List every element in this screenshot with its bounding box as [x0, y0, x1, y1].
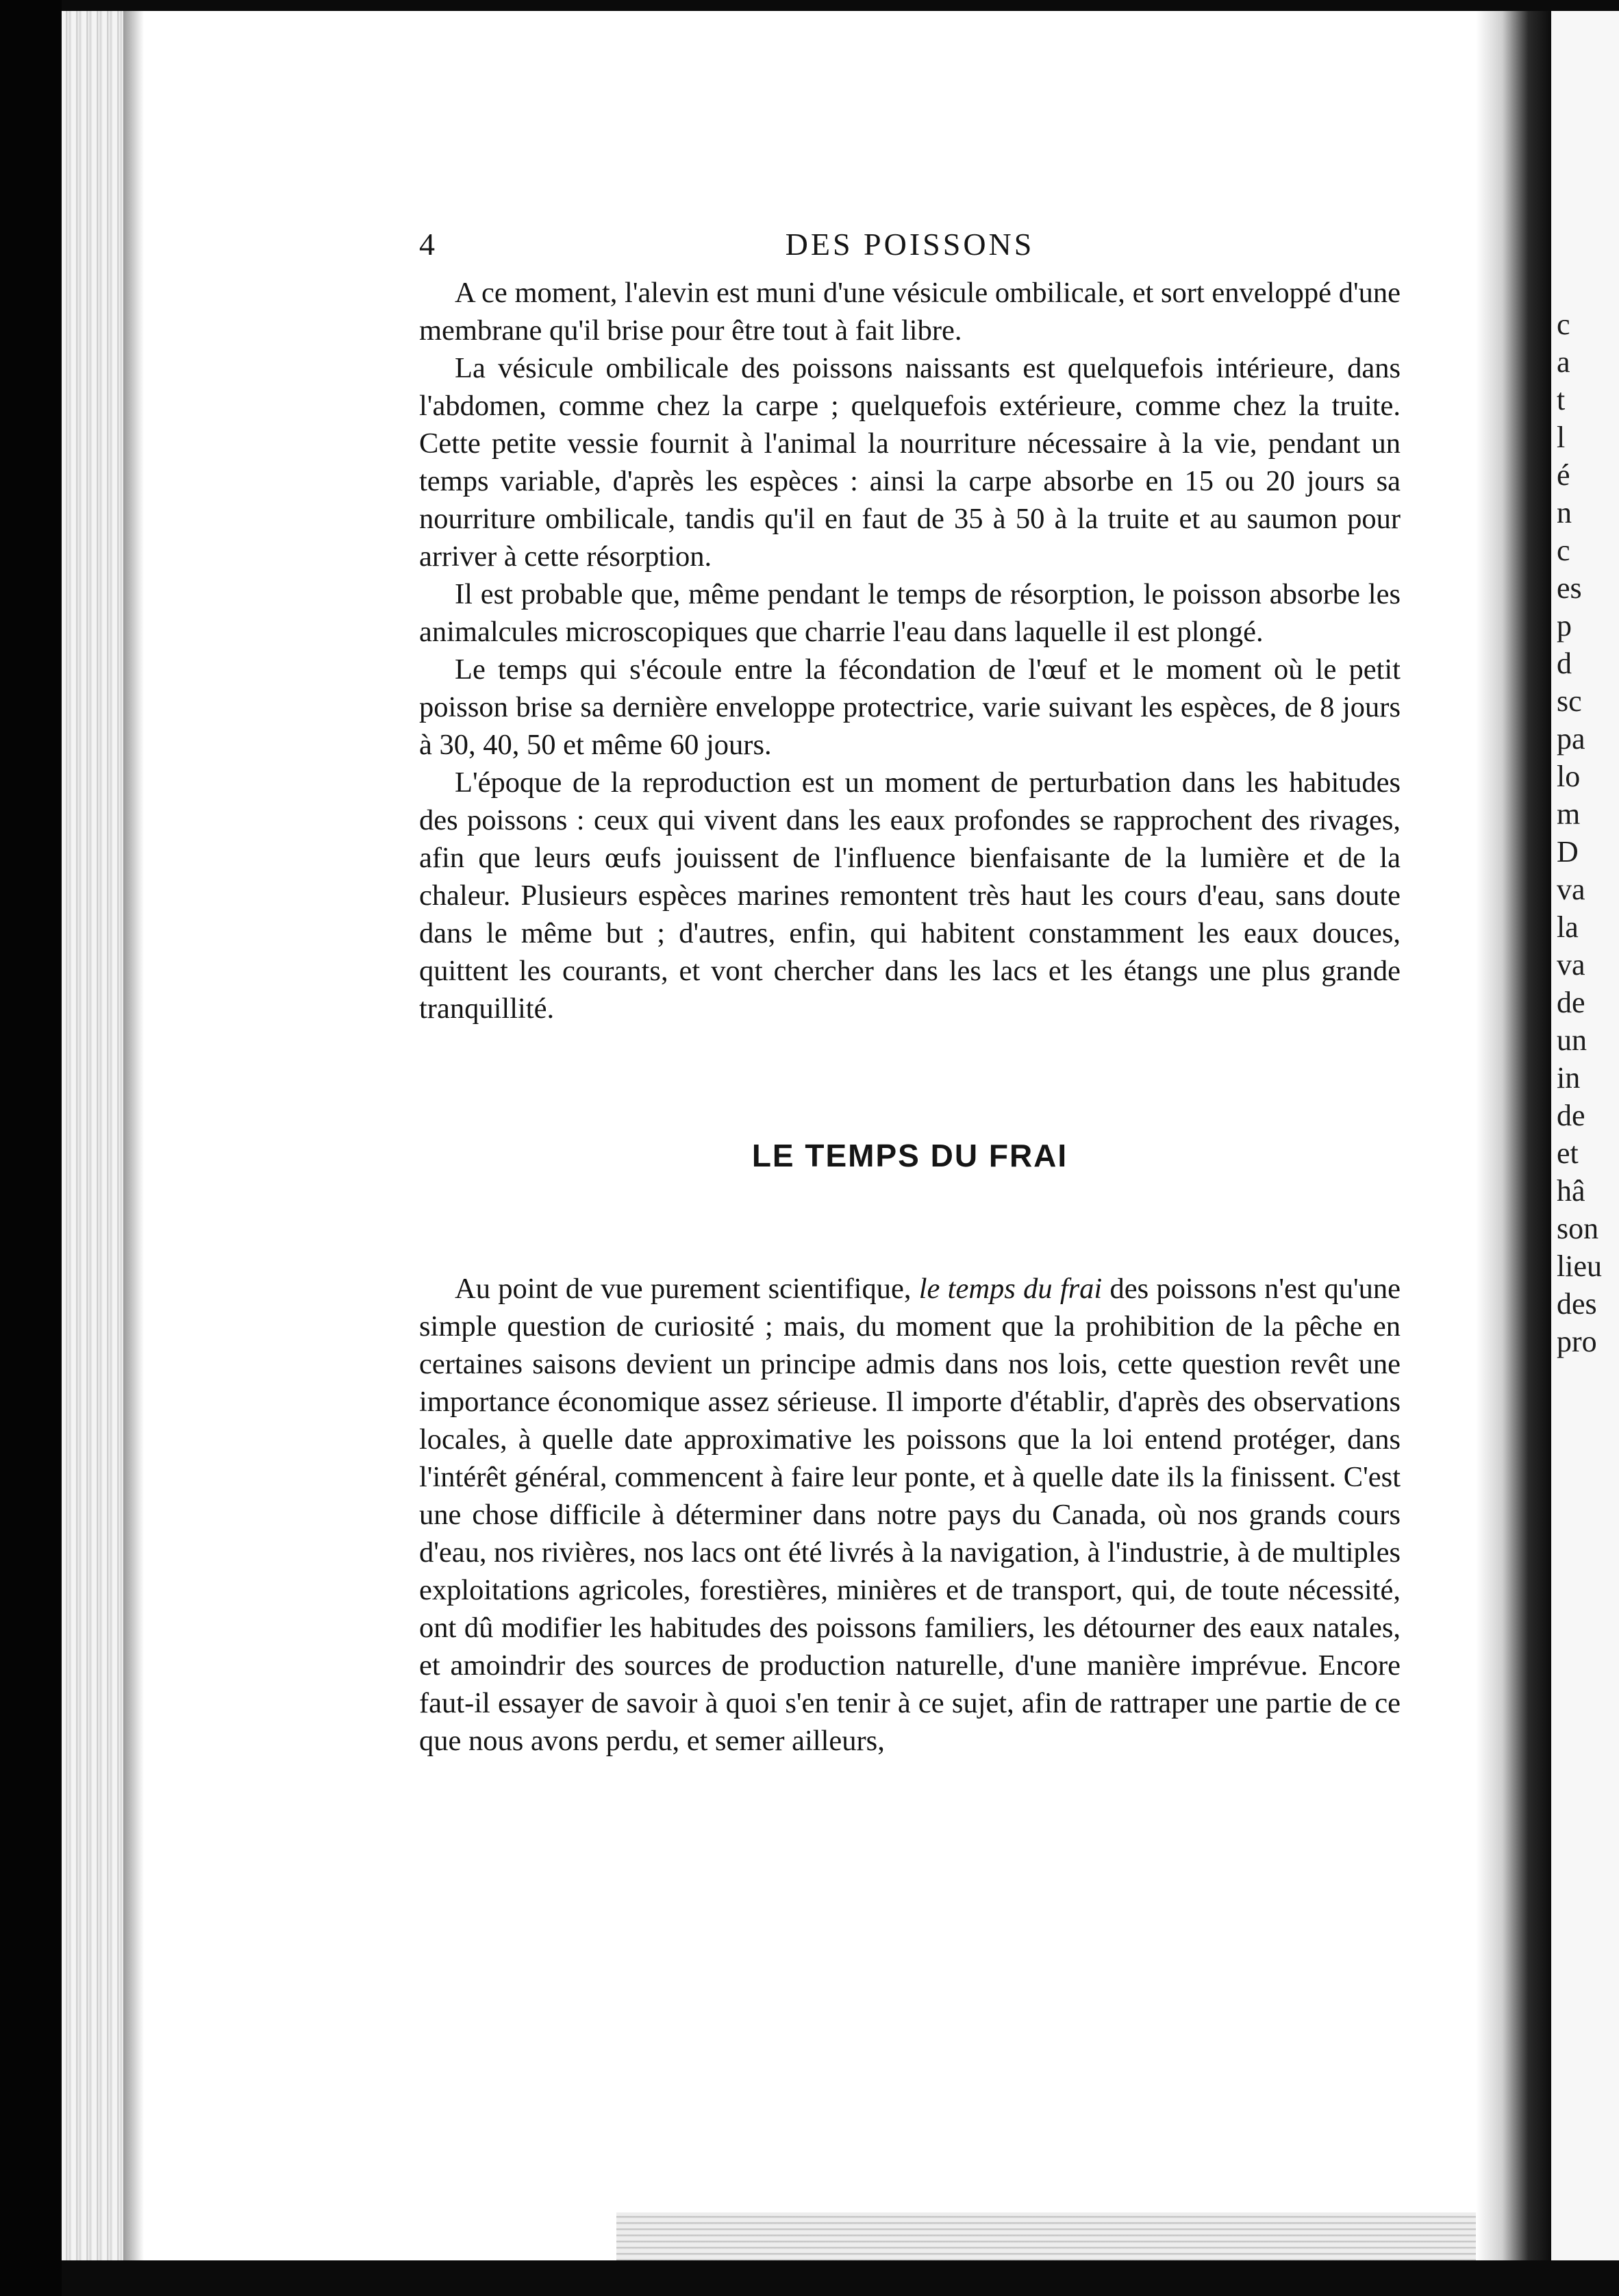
facing-page-fragment: pro: [1557, 1325, 1597, 1358]
facing-page-fragment: a: [1557, 345, 1570, 379]
running-title: DES POISSONS: [785, 227, 1035, 262]
facing-page-fragment: in: [1557, 1061, 1581, 1095]
paragraph-text: des poissons n'est qu'une simple question de curiosité ; mais, du moment que la prohibition de la pêche en certaines saisons devient un principe admis dans nos lois, cette question revêt une importance économique assez sérieuse. Il importe d'établir, d'après des observations locales, à quelle date approximative les poissons que la loi entend protéger, dans l'intérêt général, commencent à faire leur ponte, et à quelle date ils la finissent. C'est une chose difficile à déterminer dans notre pays du Canada, où nos grands cours d'eau, nos rivières, nos lacs ont été livrés à la navigation, à l'industrie, à de multiples exploitations agricoles, forestières, minières et de transport, qui, de toute nécessité, ont dû modifier les habitudes des poissons familiers, les détourner des eaux natales, et amoindrir des sources de production naturelle, d'une manière imprévue. Encore faut-il essayer de savoir à quoi s'en tenir à ce sujet, afin de rattraper une partie de ce que nous avons perdu, et semer ailleurs,: [419, 1273, 1401, 1757]
facing-page-fragment: n: [1557, 496, 1572, 529]
facing-page-fragment: et: [1557, 1136, 1579, 1170]
facing-page-fragment: va: [1557, 948, 1585, 982]
facing-page-fragment: t: [1557, 383, 1566, 416]
facing-page-fragment: de: [1557, 986, 1585, 1019]
paragraph-text: Au point de vue purement scientifique,: [455, 1273, 919, 1305]
scan-border-bottom: [62, 2260, 1619, 2296]
facing-page-fragment: de: [1557, 1099, 1585, 1132]
book-page: [419, 226, 1401, 1760]
facing-page-fragment: p: [1557, 609, 1572, 642]
facing-page: [1551, 11, 1619, 2260]
facing-page-fragment: l: [1557, 421, 1566, 454]
page-edge-shadow: [123, 0, 144, 2296]
facing-page-fragment: des: [1557, 1287, 1597, 1321]
section-paragraph: [419, 1270, 1401, 1760]
italic-phrase: le temps du frai: [918, 1273, 1103, 1305]
facing-page-fragment: c: [1557, 308, 1570, 341]
facing-page-fragment: la: [1557, 910, 1579, 944]
scan-border-top: [62, 0, 1619, 11]
facing-page-fragment: sc: [1557, 684, 1582, 718]
scan-border-left: [0, 0, 62, 2296]
page-number: 4: [419, 227, 437, 262]
facing-page-fragment: m: [1557, 797, 1581, 831]
facing-page-fragment: c: [1557, 534, 1570, 567]
facing-page-fragment: lieu: [1557, 1249, 1602, 1283]
paragraph: La vésicule ombilicale des poissons naissants est quelquefois intérieure, dans l'abdomen, comme chez la carpe ; quelquefois extérieure, comme chez la truite. Cette petite vessie fournit à l'animal la nourriture nécessaire à la vie, pendant un temps variable, d'après les espèces : ainsi la carpe absorbe en 15 ou 20 jours sa nourriture ombilicale, tandis qu'il en faut de 35 à 50 à la truite et au saumon pour arriver à cette résorption.: [419, 352, 1401, 573]
facing-page-fragment: lo: [1557, 760, 1581, 793]
facing-page-fragment: son: [1557, 1212, 1599, 1245]
paragraph: L'époque de la reproduction est un moment de perturbation dans les habitudes des poissons : ceux qui vivent dans les eaux profondes se rapprochent des rivages, afin que leurs œufs jouissent de l'influence bienfaisante de la lumière et de la chaleur. Plusieurs espèces marines remontent très haut les cours d'eau, sans doute dans le même but ; d'autres, enfin, qui habitent constamment les eaux douces, quittent les courants, et vont chercher dans les lacs et les étangs une plus grande tranquillité.: [419, 766, 1401, 1025]
facing-page-fragment: es: [1557, 571, 1582, 605]
paragraph: A ce moment, l'alevin est muni d'une vésicule ombilicale, et sort enveloppé d'une membrane qu'il brise pour être tout à fait libre.: [419, 277, 1401, 347]
facing-page-fragment: é: [1557, 458, 1570, 492]
facing-page-fragment: D: [1557, 835, 1579, 869]
section-heading: LE TEMPS DU FRAI: [751, 1138, 1068, 1173]
facing-page-fragment: va: [1557, 873, 1585, 906]
running-head: [419, 226, 1401, 274]
book-gutter: [1476, 11, 1551, 2260]
paragraph: Le temps qui s'écoule entre la fécondation de l'œuf et le moment où le petit poisson brise sa dernière enveloppe protectrice, varie suivant les espèces, de 8 jours à 30, 40, 50 et même 60 jours.: [419, 653, 1401, 761]
facing-page-fragment: hâ: [1557, 1174, 1585, 1208]
facing-page-fragment: pa: [1557, 722, 1585, 756]
facing-page-fragment: d: [1557, 647, 1572, 680]
facing-page-fragment: un: [1557, 1023, 1587, 1057]
paragraph: Il est probable que, même pendant le temps de résorption, le poisson absorbe les animalcules microscopiques que charrie l'eau dans laquelle il est plongé.: [419, 578, 1401, 648]
book-bottom-edge: [616, 2212, 1507, 2260]
